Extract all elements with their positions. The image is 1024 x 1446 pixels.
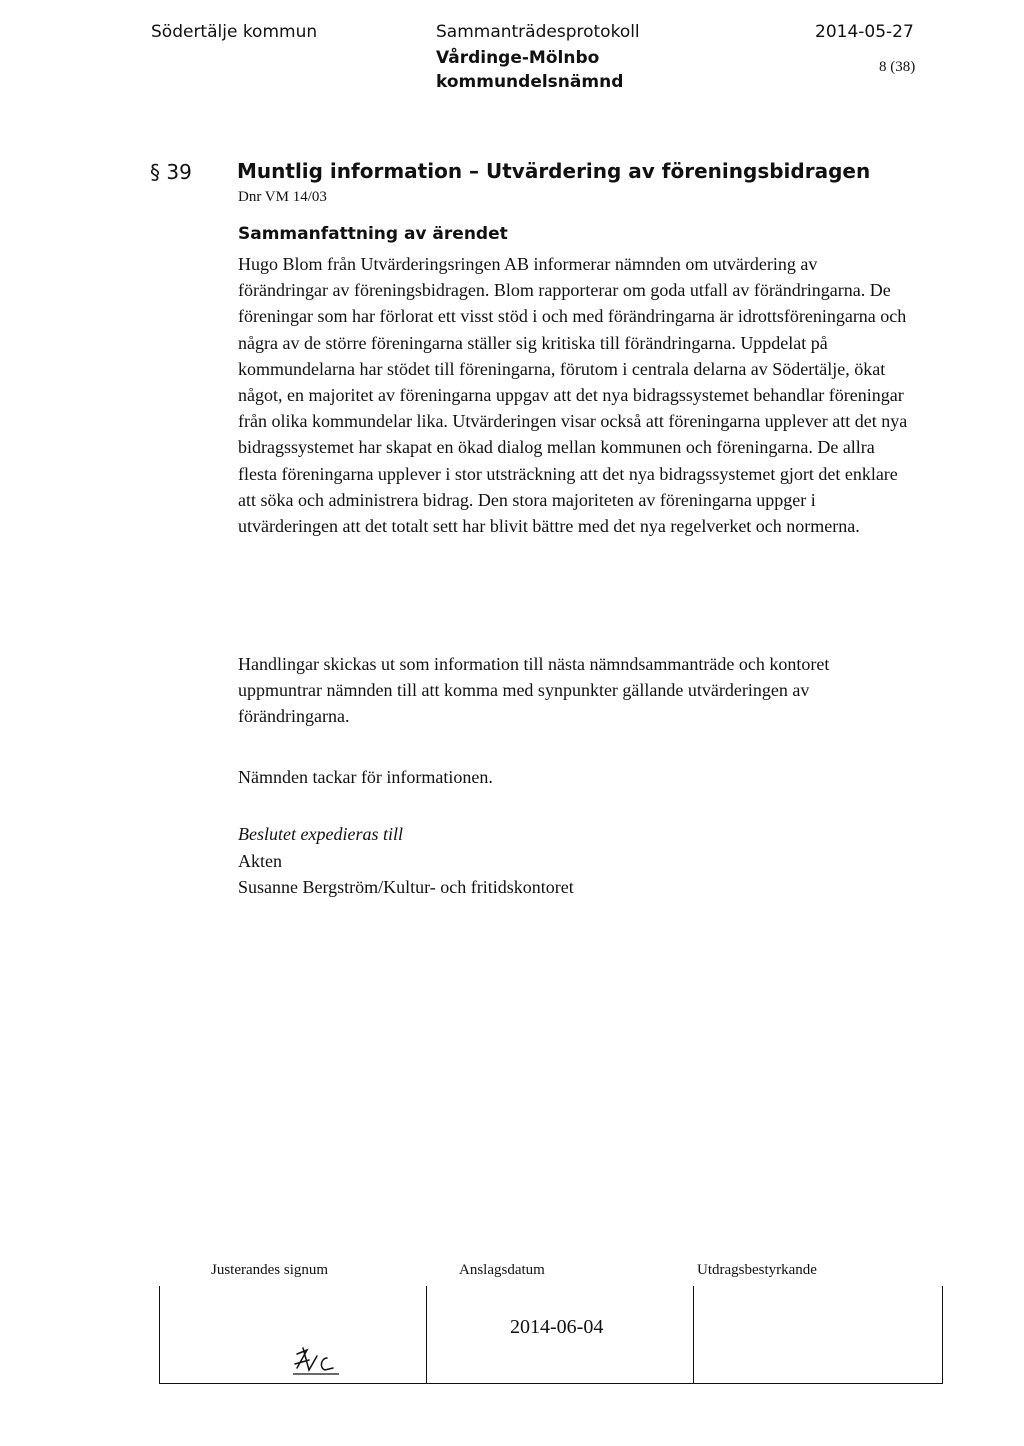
justerandes-signum-label: Justerandes signum	[211, 1262, 329, 1278]
document-type: Sammanträdesprotokoll	[436, 22, 640, 42]
organization-name: Södertälje kommun	[151, 22, 318, 42]
distribution-recipient: Susanne Bergström/Kultur- och fritidskontoret	[238, 877, 574, 897]
committee-name-line1: Vårdinge-Mölnbo	[436, 48, 600, 68]
page-number: 8 (38)	[879, 59, 916, 75]
distribution-block	[238, 821, 574, 901]
signature-initials	[283, 1334, 363, 1382]
table-divider	[426, 1286, 427, 1383]
distribution-recipient: Akten	[238, 850, 282, 871]
utdragsbestyrkande-label: Utdragsbestyrkande	[697, 1262, 817, 1278]
section-title: Muntlig information – Utvärdering av föreningsbidragen	[237, 159, 871, 183]
section-number: § 39	[150, 160, 192, 184]
thanks-paragraph: Nämnden tackar för informationen.	[238, 767, 493, 787]
summary-heading: Sammanfattning av ärendet	[238, 224, 508, 244]
committee-name-line2: kommundelsnämnd	[436, 72, 624, 92]
anslagsdatum-value: 2014-06-04	[510, 1316, 604, 1338]
anslagsdatum-label: Anslagsdatum	[459, 1262, 545, 1278]
committee-name	[436, 46, 623, 94]
summary-paragraph: Hugo Blom från Utvärderingsringen AB informerar nämnden om utvärdering av förändringar av föreningsbidragen. Blom rapporterar om goda utfall av förändringarna. De föreningar som har förlorat ett visst stöd i och med förändringarna är idrottsföreningarna och några av de större föreningarna ställer sig kritiska till förändringarna. Uppdelat på kommundelarna har stödet till föreningarna, förutom i centrala delarna av Södertälje, ökat något, en majoritet av föreningarna uppgav att det nya bidragssystemet behandlar föreningar från olika kommundelar lika. Utvärderingen visar också att föreningarna upplever att det nya bidragssystemet har skapat en ökad dialog mellan kommunen och föreningarna. De allra flesta föreningarna upplever i stor utsträckning att det nya bidragssystemet gjort det enklare att söka och administrera bidrag. Den stora majoriteten av föreningarna uppger i utvärderingen att det totalt sett har blivit bättre med det nya regelverket och normerna.	[238, 254, 908, 537]
meeting-date: 2014-05-27	[815, 22, 914, 42]
handlingar-paragraph: Handlingar skickas ut som information till nästa nämndsammanträde och kontoret uppmuntrar nämnden till att komma med synpunkter gällande utvärderingen av förändringarna.	[238, 654, 830, 727]
distribution-heading: Beslutet expedieras till	[238, 824, 403, 844]
case-number: Dnr VM 14/03	[238, 189, 327, 205]
table-divider	[693, 1286, 694, 1383]
